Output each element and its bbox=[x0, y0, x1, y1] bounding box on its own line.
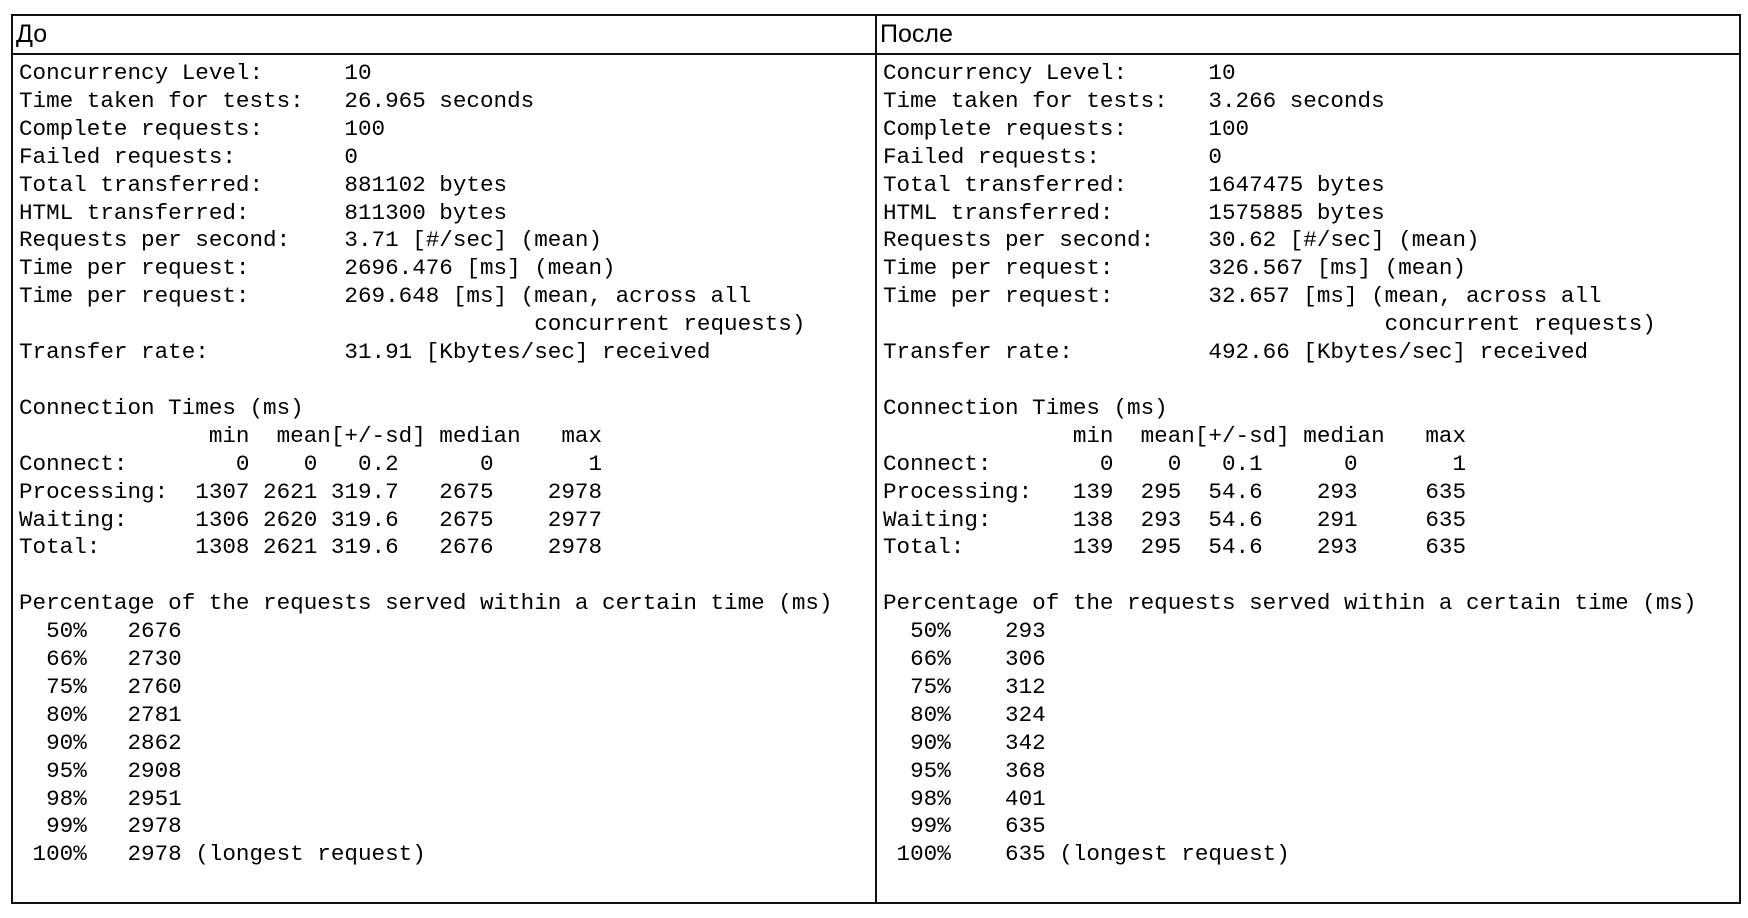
header-row bbox=[12, 15, 1740, 54]
results-row bbox=[12, 54, 1740, 903]
comparison-table bbox=[11, 14, 1741, 904]
after-cell bbox=[876, 54, 1740, 903]
after-header: После bbox=[876, 15, 1740, 54]
before-header: До bbox=[12, 15, 876, 54]
before-cell bbox=[12, 54, 876, 903]
before-benchmark-output: Concurrency Level: 10 Time taken for tests: 26.965 seconds Complete requests: 100 Failed requests: 0 Total transferred: 881102 bytes HTML transferred: 811300 bytes Requests per second: 3.71 [#/sec] (mean) Time per request: 2696.476 [ms] (mean) Time per request: 269.648 [ms] (mean, across all concurrent requests) Transfer rate: 31.91 [Kbytes/sec] received Connection Times (ms) min mean[+/-sd] median max Connect: 0 0 0.2 0 1 Processing: 1307 2621 319.7 2675 2978 Waiting: 1306 2620 319.6 2675 2977 Total: 1308 2621 319.6 2676 2978 Percentage of the requests served within a certain time (ms) 50% 2676 66% 2730 75% 2760 80% 2781 90% 2862 95% 2908 98% 2951 99% 2978 100% 2978 (longest request) bbox=[19, 60, 833, 868]
after-benchmark-output: Concurrency Level: 10 Time taken for tests: 3.266 seconds Complete requests: 100 Failed requests: 0 Total transferred: 1647475 bytes HTML transferred: 1575885 bytes Requests per second: 30.62 [#/sec] (mean) Time per request: 326.567 [ms] (mean) Time per request: 32.657 [ms] (mean, across all concurrent requests) Transfer rate: 492.66 [Kbytes/sec] received Connection Times (ms) min mean[+/-sd] median max Connect: 0 0 0.1 0 1 Processing: 139 295 54.6 293 635 Waiting: 138 293 54.6 291 635 Total: 139 295 54.6 293 635 Percentage of the requests served within a certain time (ms) 50% 293 66% 306 75% 312 80% 324 90% 342 95% 368 98% 401 99% 635 100% 635 (longest request) bbox=[883, 60, 1697, 868]
